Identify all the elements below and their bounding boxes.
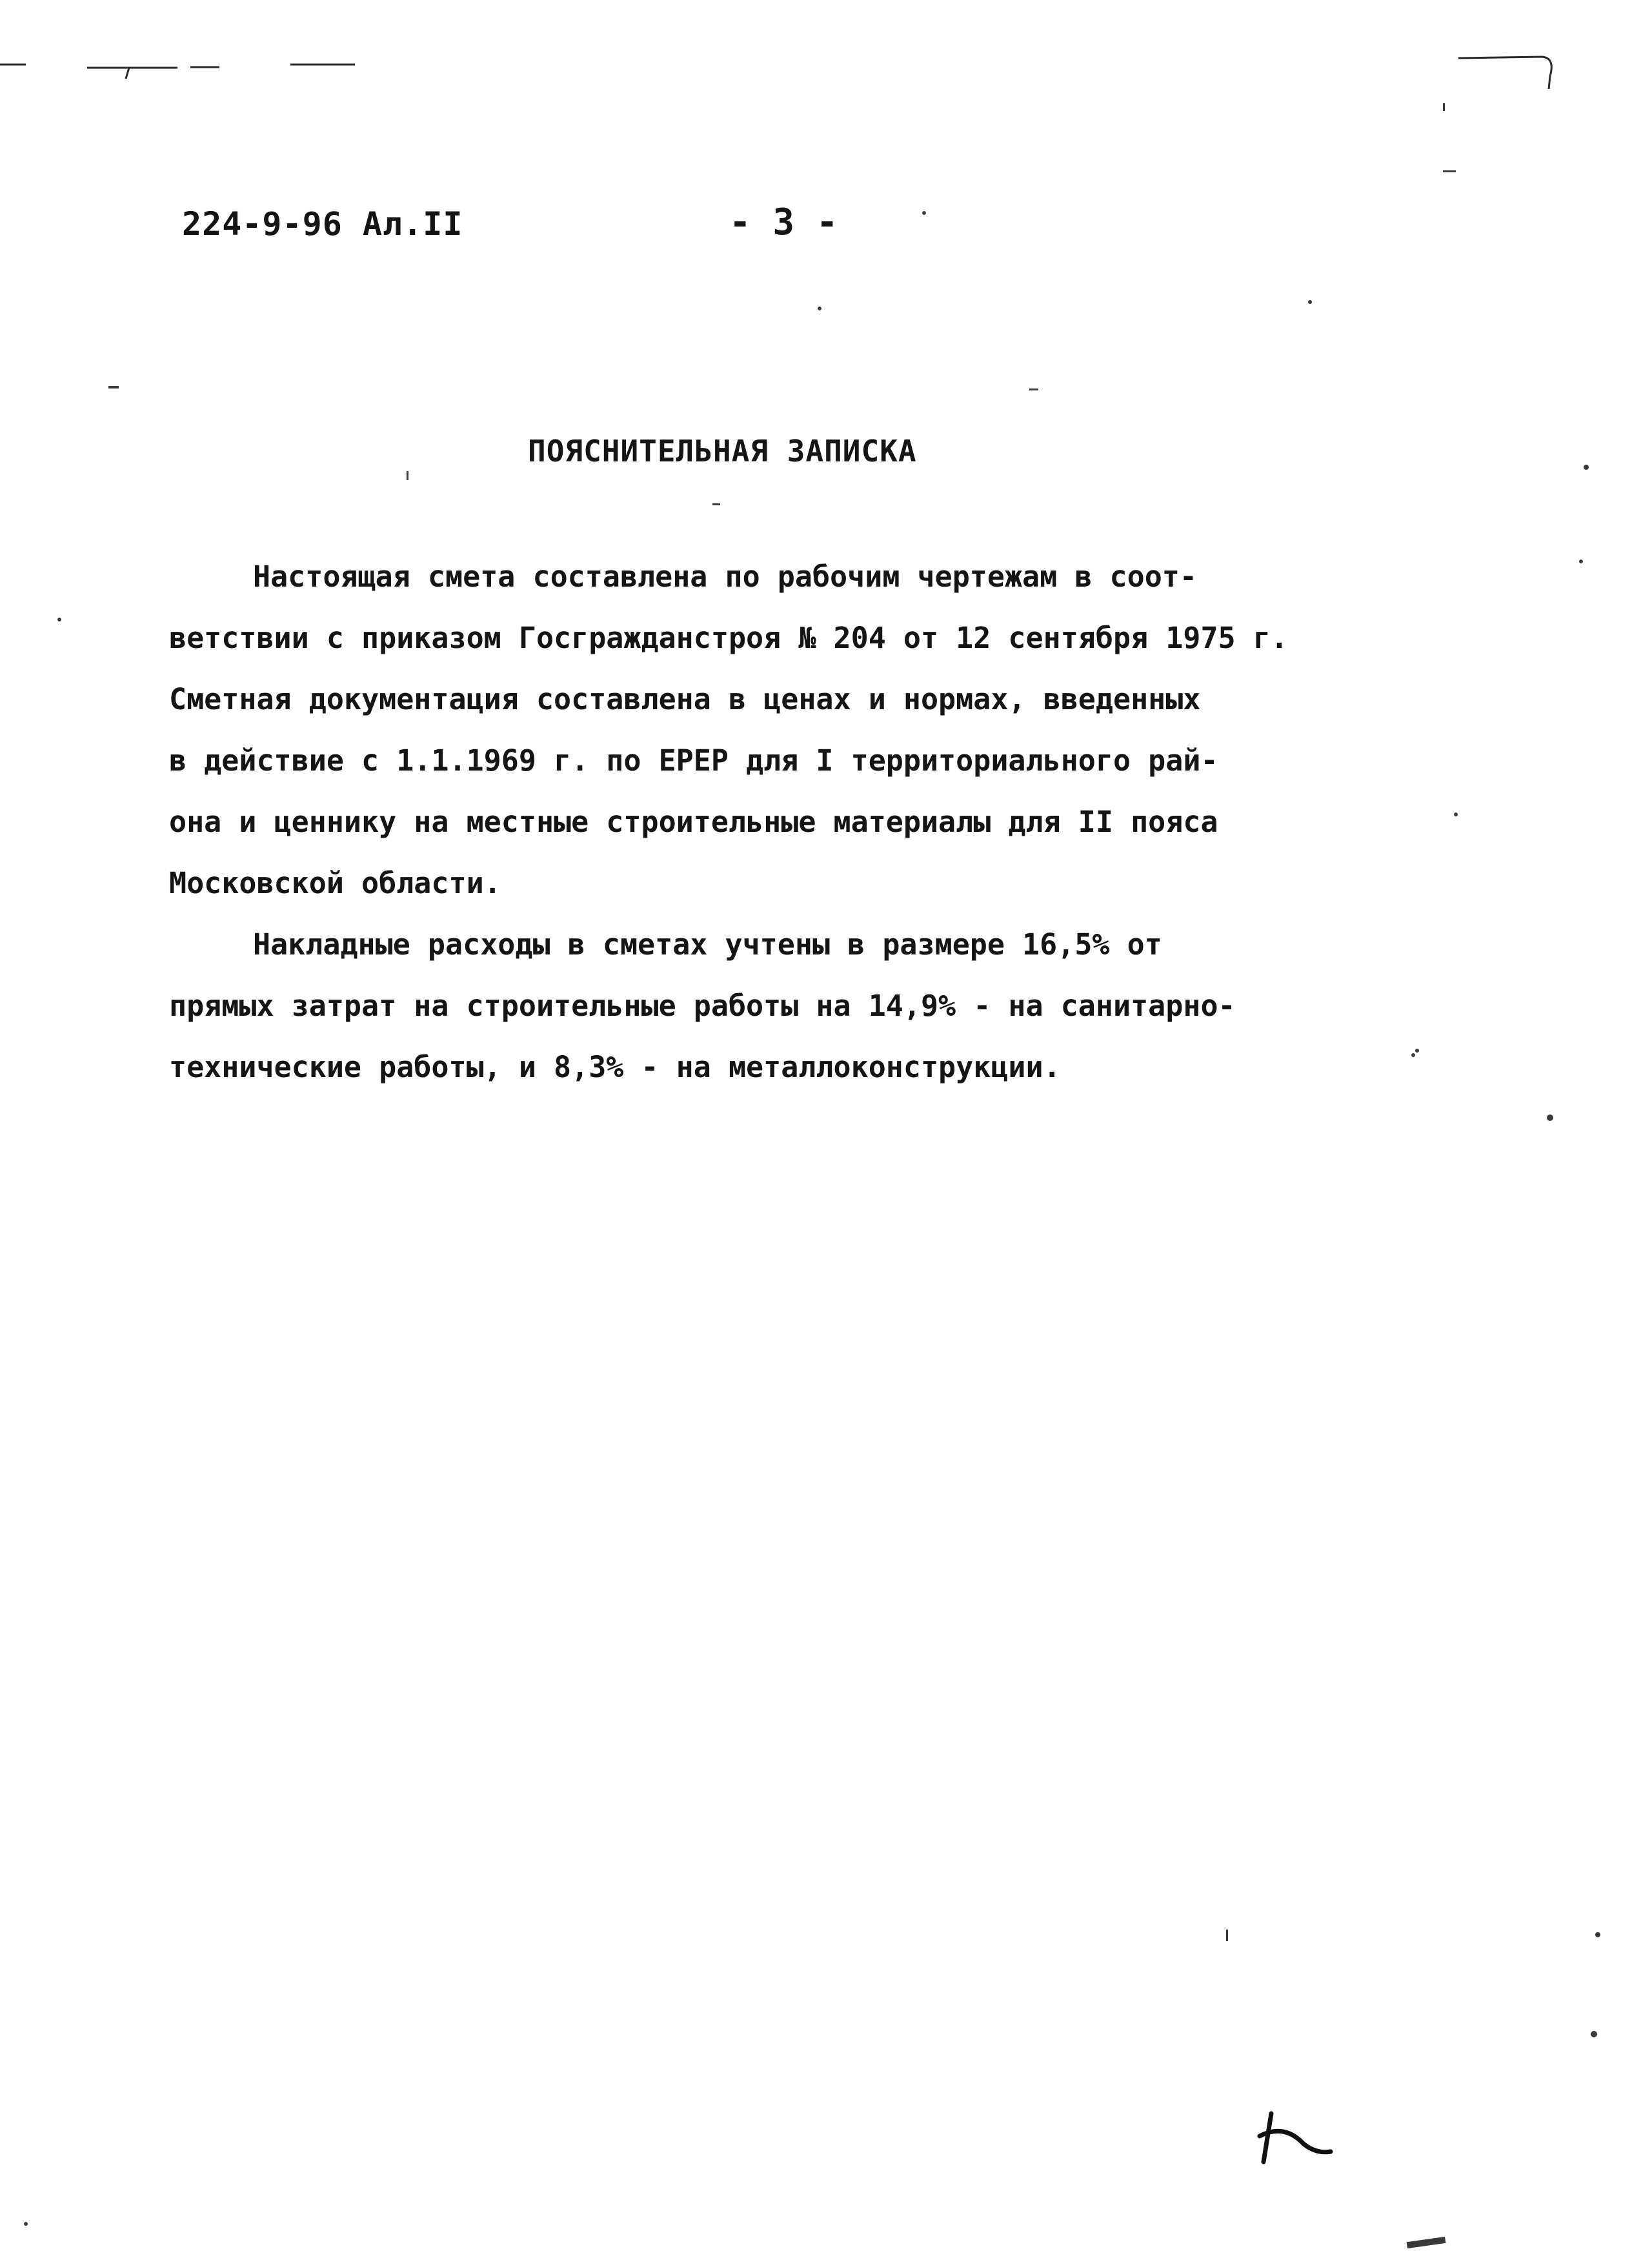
text-line: Сметная документация составлена в ценах и нормах, введенных [169, 682, 1201, 716]
document-code: 224-9-96 Ал.II [182, 205, 463, 243]
explanatory-note-body [169, 546, 1382, 1098]
text-line: в действие с 1.1.1969 г. по ЕРЕР для I территориального рай- [169, 743, 1218, 778]
text-line: Настоящая смета составлена по рабочим чертежам в соот- [253, 560, 1197, 594]
text-line: ветствии с приказом Госгражданстроя № 204 от 12 сентября 1975 г. [169, 621, 1288, 655]
text-line: прямых затрат на строительные работы на 14,9% - на санитарно- [169, 989, 1236, 1023]
handwritten-check-icon [1252, 2104, 1342, 2181]
text-line: технические работы, и 8,3% - на металлоконструкции. [169, 1050, 1061, 1084]
paragraph-overhead-costs [169, 914, 1382, 1098]
paragraph-estimate-basis [169, 546, 1382, 914]
document-title: ПОЯСНИТЕЛЬНАЯ ЗАПИСКА [528, 434, 917, 469]
text-line: она и ценнику на местные строительные материалы для II пояса [169, 805, 1218, 839]
text-line: Накладные расходы в сметах учтены в размере 16,5% от [253, 927, 1162, 962]
page-number: - 3 - [729, 201, 838, 243]
text-line: Московской области. [169, 866, 501, 900]
